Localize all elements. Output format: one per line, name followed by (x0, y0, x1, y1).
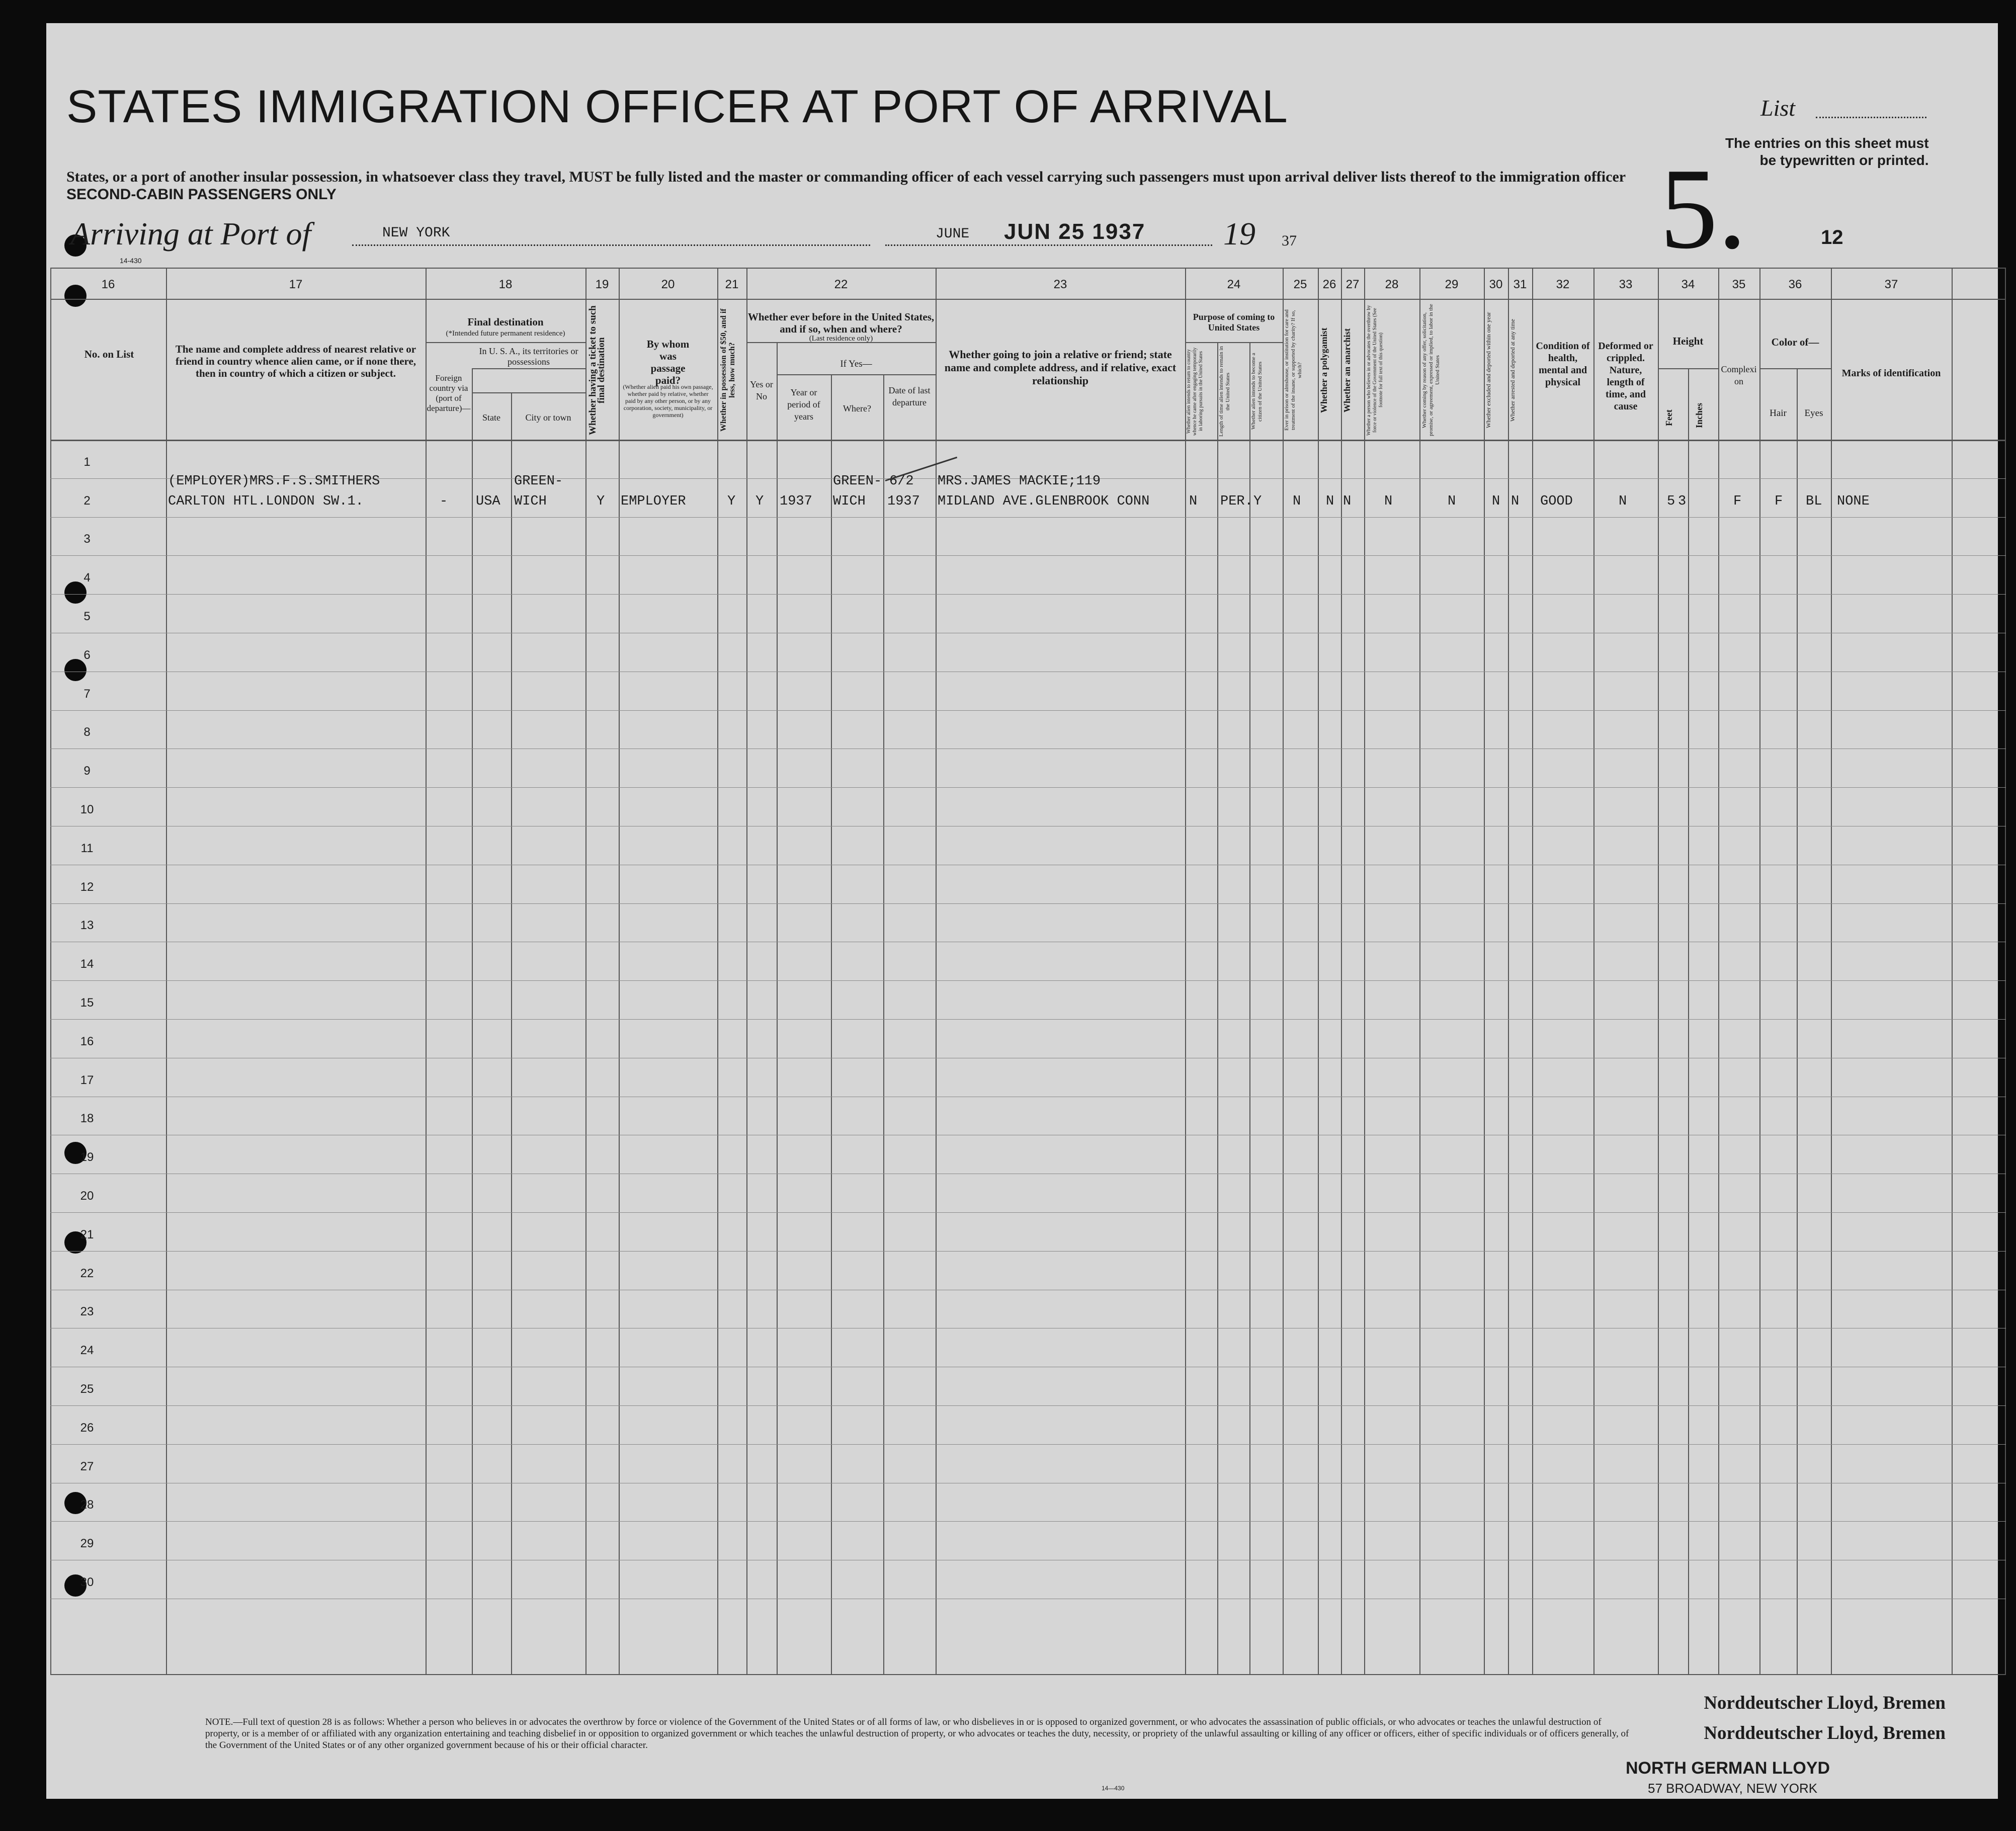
agent-stamp-line3: NORTH GERMAN LLOYD (1626, 1759, 1830, 1778)
row-number: 16 (80, 1035, 94, 1048)
row-rule (50, 1019, 2006, 1020)
header-where: Where? (843, 403, 871, 413)
col-sep (1688, 368, 1689, 1674)
list-number: 5. (1660, 144, 1747, 273)
header-deformed: Deformed or crippled. Nature, length of time, and cause (1598, 341, 1653, 412)
colnum-28: 28 (1385, 278, 1399, 291)
header-usa-territories: In U. S. A., its territories or possessions (479, 346, 578, 367)
colnum-29: 29 (1445, 278, 1459, 291)
cabin-class-label: SECOND-CABIN PASSENGERS ONLY (66, 186, 337, 203)
colnum-19: 19 (595, 278, 609, 291)
header-passage-paid-note: (Whether alien paid his own passage, whether paid by relative, whether paid by any other person, or by any corporation, society, municipality, or government) (623, 383, 713, 419)
row-rule (50, 710, 2006, 711)
row-number: 24 (80, 1344, 94, 1357)
column-number-border (50, 299, 2006, 300)
row-rule (50, 594, 2006, 595)
header-before-in-us-sub: (Last residence only) (809, 335, 873, 343)
subhdr-line (472, 368, 585, 369)
subhdr-line (1185, 342, 1283, 343)
header-joining: Whether going to join a relative or friend; state name and complete address, and if relative, exact relationship (944, 348, 1177, 387)
colnum-33: 33 (1619, 278, 1633, 291)
row-number: 10 (80, 803, 94, 816)
header-no-on-list: No. on List (84, 348, 134, 360)
year-suffix: 37 (1282, 232, 1297, 249)
row-number: 29 (80, 1537, 94, 1550)
colnum-17: 17 (289, 278, 303, 291)
entry-date-departure-line1: 6/2 (889, 474, 914, 489)
agent-stamp-line4: 57 BROADWAY, NEW YORK (1648, 1781, 1818, 1796)
row-number: 13 (80, 919, 94, 932)
header-city: City or town (525, 412, 571, 423)
entry-year: 1937 (780, 494, 812, 509)
entry-relative-line1: (EMPLOYER)MRS.F.S.SMITHERS (168, 474, 380, 489)
entry-prison: N (1293, 494, 1301, 509)
header-eyes: Eyes (1804, 408, 1823, 419)
row-rule (50, 903, 2006, 904)
row-number: 17 (80, 1073, 94, 1087)
agent-stamp-line1: Norddeutscher Lloyd, Bremen (1704, 1693, 1946, 1713)
row-number: 2 (83, 494, 91, 508)
entry-where-line1: GREEN- (833, 474, 882, 489)
entry-city-line2: WICH (514, 494, 547, 509)
header-relative-address: The name and complete address of nearest relative or friend in country whence alien came, or if none there, then in country of which a citizen or subject. (175, 343, 416, 379)
header-labor-offer: Whether coming by reason of any offer, solicitation, promise, or agreement, expressed or implied, to labor in the United States (1421, 304, 1441, 437)
header-overthrow: Whether a person who believes in or advocates the overthrow by force or violence of the Government of the United States (See footnote for full text of this question) (1366, 305, 1384, 436)
row-number: 30 (80, 1575, 94, 1589)
row-number: 14 (80, 957, 94, 971)
entry-overthrow: N (1384, 494, 1393, 509)
header-date-departure: Date of last departure (888, 385, 931, 407)
entry-hair: F (1775, 494, 1783, 509)
header-intends-return: Whether alien intends to return to country whence he came after engaging temporarily in laboring pursuits in the United States (1186, 347, 1204, 436)
colnum-21: 21 (725, 278, 739, 291)
entry-length-stay: PER. (1220, 494, 1253, 509)
colnum-23: 23 (1053, 278, 1067, 291)
subhdr-line (1658, 368, 1718, 369)
row-number: 21 (80, 1228, 94, 1241)
header-ticket: Whether having a ticket to such final destination (587, 305, 607, 435)
header-excluded: Whether excluded and deported within one year (1485, 312, 1492, 429)
header-prison: Ever in prison or almshouse, or institution for care and treatment of the insane, or supported by charity? If so, which? (1284, 309, 1303, 431)
sheet-number: 12 (1821, 226, 1843, 248)
page-title: STATES IMMIGRATION OFFICER AT PORT OF ARRIVAL (66, 81, 1288, 132)
row-rule (50, 1444, 2006, 1445)
table-top-border (50, 268, 2006, 269)
row-number: 25 (80, 1382, 94, 1396)
colnum-22: 22 (834, 278, 848, 291)
colnum-36: 36 (1788, 278, 1802, 291)
entry-polygamist: N (1326, 494, 1334, 509)
colnum-34: 34 (1681, 278, 1695, 291)
entry-joining-line1: MRS.JAMES MACKIE;119 (938, 474, 1101, 489)
date-underline (885, 244, 1212, 246)
col-sep (883, 374, 884, 1674)
manifest-table (50, 268, 2006, 1674)
header-arrested: Whether arrested and deported at any time (1509, 319, 1516, 422)
entry-before-in-us: Y (755, 494, 764, 509)
date-stamp: JUN 25 1937 (1004, 219, 1146, 244)
arriving-label: Arriving at Port of (70, 216, 311, 252)
entry-complexion: F (1733, 494, 1742, 509)
header-year: Year or period of years (787, 387, 820, 422)
header-final-destination: Final destination (467, 316, 544, 328)
colnum-27: 27 (1346, 278, 1360, 291)
header-final-destination-sub: (*Intended future permanent residence) (446, 329, 565, 338)
footnote: NOTE.—Full text of question 28 is as follows: Whether a person who believes in or advocates the overthrow by force or violence of the Government of the United States or of all forms of law, or who disbelieves in or is opposed to organized government, or who advocates the assassination of public officials, or who advocates or teaches the unlawful destruction of property, or is a member of or affiliated with any organization entertaining and teaching disbelief in or opposition to organized government or which teaches the unlawful destruction of property, or who advocates or teaches the duty, necessity, or propriety of the unlawful assaulting or killing of any officer or officers, either of specific individuals or of officers generally, of the Government of the United States or of any other organized government because of his or their official character. (205, 1717, 1629, 1751)
entry-possession-50: Y (727, 494, 736, 509)
row-number: 1 (83, 455, 91, 469)
row-number: 12 (80, 880, 94, 894)
header-bottom-border (50, 440, 2006, 441)
col-sep (511, 392, 512, 1674)
header-intends-citizen: Whether alien intends to become a citizen of the United States (1250, 353, 1263, 430)
header-length-stay: Length of time alien intends to remain in the United States (1218, 346, 1231, 437)
row-number: 26 (80, 1421, 94, 1435)
row-number: 11 (80, 842, 94, 855)
header-foreign-country: Foreign country via (port of departure)— (427, 373, 471, 413)
entry-relative-line2: CARLTON HTL.LONDON SW.1. (168, 494, 364, 509)
col-sep (831, 374, 832, 1674)
header-purpose: Purpose of coming to United States (1193, 312, 1275, 332)
entry-feet: 5 (1667, 494, 1675, 509)
row-number: 22 (80, 1267, 94, 1280)
instruction-text: States, or a port of another insular possession, in whatsoever class they travel, MUST be fully listed and the master or commanding officer of each vessel carrying such passengers must upon arrival deliver lists thereof to the immigration officer (66, 169, 1626, 185)
row-number: 6 (83, 648, 91, 662)
row-number: 27 (80, 1460, 94, 1473)
entry-inches: 3 (1678, 494, 1687, 509)
table-bottom-border (50, 1674, 2006, 1675)
entry-ticket: Y (597, 494, 605, 509)
colnum-18: 18 (498, 278, 513, 291)
entry-intends-return: N (1189, 494, 1198, 509)
colnum-35: 35 (1732, 278, 1746, 291)
entry-date-departure-line2: 1937 (887, 494, 920, 509)
header-hair: Hair (1770, 408, 1787, 419)
header-health: Condition of health, mental and physical (1536, 341, 1590, 388)
form-number: 14-430 (120, 257, 142, 265)
row-number: 19 (80, 1150, 94, 1164)
subhdr-line (777, 374, 936, 375)
colnum-32: 32 (1556, 278, 1570, 291)
header-yes-no: Yes or No (750, 379, 773, 401)
row-rule (50, 1521, 2006, 1522)
entry-deformed: N (1619, 494, 1627, 509)
col-sep (1249, 342, 1250, 1674)
list-note (1725, 135, 1929, 169)
month-value: JUNE (936, 226, 970, 242)
entry-labor-offer: N (1448, 494, 1456, 509)
colnum-16: 16 (101, 278, 115, 291)
entry-passage-paid: EMPLOYER (621, 494, 686, 509)
list-label: List (1760, 95, 1796, 121)
header-state: State (482, 412, 500, 423)
row-number: 5 (83, 610, 91, 623)
header-before-in-us: Whether ever before in the United States, and if so, when and where? (747, 311, 935, 335)
row-rule (50, 980, 2006, 981)
header-polygamist: Whether a polygamist (1319, 327, 1329, 413)
header-feet: Feet (1664, 409, 1674, 427)
colnum-20: 20 (661, 278, 675, 291)
colnum-24: 24 (1227, 278, 1241, 291)
header-marks: Marks of identification (1841, 368, 1941, 379)
row-number: 9 (83, 764, 91, 778)
header-if-yes: If Yes— (840, 359, 872, 369)
row-rule (50, 1405, 2006, 1406)
row-number: 7 (83, 687, 91, 701)
entry-city-line1: GREEN- (514, 474, 563, 489)
col-sep (1797, 368, 1798, 1674)
row-number: 8 (83, 725, 91, 739)
colnum-26: 26 (1322, 278, 1336, 291)
header-complexion: Complexion (1721, 364, 1757, 386)
entry-intends-citizen: Y (1253, 494, 1262, 509)
subhdr-line (426, 342, 585, 343)
entry-foreign-country: - (440, 494, 448, 509)
row-number: 3 (83, 532, 91, 546)
colnum-31: 31 (1513, 278, 1527, 291)
entry-excluded: N (1492, 494, 1500, 509)
row-number: 28 (80, 1498, 94, 1512)
entry-eyes: BL (1806, 494, 1822, 509)
row-rule (50, 748, 2006, 749)
list-note-line2: be typewritten or printed. (1759, 152, 1929, 168)
port-underline (352, 244, 870, 246)
header-color-of: Color of— (1771, 336, 1819, 348)
colnum-37: 37 (1884, 278, 1898, 291)
footnote-code: 14—430 (1102, 1785, 1125, 1792)
row-rule (50, 517, 2006, 518)
row-number: 23 (80, 1305, 94, 1318)
header-anarchist: Whether an anarchist (1342, 328, 1352, 412)
entry-arrested: N (1511, 494, 1520, 509)
row-rule (50, 1212, 2006, 1213)
header-possession-50: Whether in possession of $50, and if less, how much? (719, 308, 736, 432)
row-rule (50, 555, 2006, 556)
colnum-30: 30 (1489, 278, 1503, 291)
entry-anarchist: N (1343, 494, 1352, 509)
entry-marks: NONE (1837, 494, 1870, 509)
row-number: 15 (80, 996, 94, 1010)
colnum-25: 25 (1293, 278, 1307, 291)
entry-where-line2: WICH (833, 494, 866, 509)
row-number: 18 (80, 1112, 94, 1125)
row-number: 4 (83, 571, 91, 585)
port-value: NEW YORK (382, 225, 450, 241)
entry-health: GOOD (1540, 494, 1573, 509)
header-passage-paid: By whom was passage paid? (646, 338, 690, 386)
subhdr-line (472, 392, 585, 393)
row-number: 20 (80, 1189, 94, 1203)
col-sep (472, 368, 473, 1674)
col-sep (1217, 342, 1218, 1674)
year-prefix: 19 (1223, 216, 1255, 252)
row-rule (50, 1251, 2006, 1252)
header-inches: Inches (1694, 403, 1704, 429)
list-note-line1: The entries on this sheet must (1725, 135, 1929, 151)
col-sep (777, 342, 778, 1674)
list-underline (1816, 117, 1926, 118)
entry-joining-line2: MIDLAND AVE.GLENBROOK CONN (938, 494, 1150, 509)
subhdr-line (1759, 368, 1831, 369)
agent-stamp-line2: Norddeutscher Lloyd, Bremen (1704, 1723, 1946, 1743)
row-rule (50, 787, 2006, 788)
header-height: Height (1672, 335, 1704, 347)
entry-state: USA (476, 494, 500, 509)
